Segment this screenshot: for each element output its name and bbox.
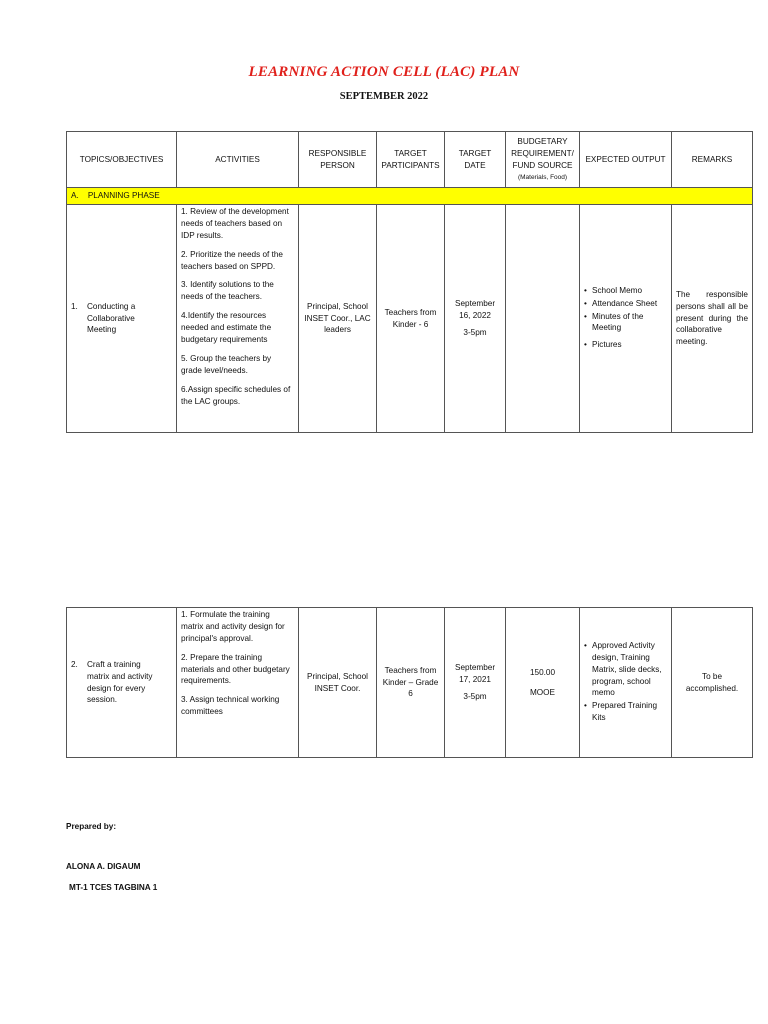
phase-row	[67, 188, 753, 205]
header-remarks: REMARKS	[672, 132, 753, 188]
table-row	[67, 205, 753, 433]
remarks-cell: The responsible persons shall all be present during the collaborative meeting.	[672, 205, 753, 433]
participants-cell: Teachers from Kinder – Grade 6	[377, 608, 445, 758]
header-budget-line2: REQUIREMENT/	[511, 149, 574, 159]
header-date	[445, 132, 506, 188]
output-cell	[580, 608, 672, 758]
participants-cell: Teachers from Kinder - 6	[377, 205, 445, 433]
header-responsible-line1: RESPONSIBLE	[308, 148, 367, 158]
budget-cell	[506, 608, 580, 758]
date-cell	[445, 205, 506, 433]
activity-item: 6.Assign specific schedules of the LAC groups.	[181, 384, 291, 406]
lac-plan-table-continued	[66, 607, 753, 758]
activity-item: 1. Formulate the training matrix and activity design for principal's approval.	[181, 610, 285, 643]
activities-cell	[177, 608, 299, 758]
header-date-line1: TARGET	[458, 148, 492, 158]
responsible-cell: Principal, School INSET Coor.	[299, 608, 377, 758]
prepared-by-label: Prepared by:	[66, 822, 117, 831]
preparer-name: ALONA A. DIGAUM	[66, 862, 141, 871]
topic-cell	[67, 608, 177, 758]
document-subtitle: SEPTEMBER 2022	[339, 91, 429, 102]
document-title: LEARNING ACTION CELL (LAC) PLAN	[248, 64, 520, 80]
activity-item: 1. Review of the development needs of teachers based on IDP results.	[181, 207, 289, 240]
time-text: 3-5pm	[463, 328, 487, 338]
topic-number: 1.	[71, 301, 78, 311]
output-cell	[580, 205, 672, 433]
header-date-line2: DATE	[464, 160, 486, 170]
header-participants-line1: TARGET	[394, 148, 427, 158]
activities-cell	[177, 205, 299, 433]
topic-cell	[67, 205, 177, 433]
date-text: September 16, 2022	[455, 298, 496, 320]
header-budget-note: (Materials, Food)	[517, 174, 568, 182]
time-text: 3-5pm	[463, 692, 487, 702]
header-responsible	[299, 132, 377, 188]
activity-item: 2. Prioritize the needs of the teachers based on SPPD.	[181, 249, 283, 271]
activity-item: 3. Assign technical working committees	[181, 695, 280, 717]
budget-cell	[506, 205, 580, 433]
output-item: • Prepared Training Kits	[584, 700, 667, 724]
topic-number: 2.	[71, 659, 78, 669]
date-text: September 17, 2021	[455, 662, 496, 684]
table-header-row	[67, 132, 753, 188]
remarks-cell: To be accomplished.	[672, 608, 753, 758]
header-topics: TOPICS/OBJECTIVES	[67, 132, 177, 188]
activity-item: 2. Prepare the training materials and other budgetary requirements.	[181, 652, 290, 686]
header-activities: ACTIVITIES	[177, 132, 299, 188]
activity-item: 4.Identify the resources needed and estimate the budgetary requirements	[181, 311, 272, 345]
budget-amount: 150.00	[529, 667, 556, 677]
output-item: • Attendance Sheet	[584, 298, 667, 310]
lac-plan-table	[66, 131, 753, 433]
header-participants-line2: PARTICIPANTS	[381, 160, 440, 170]
date-cell	[445, 608, 506, 758]
budget-source: MOOE	[529, 687, 556, 697]
responsible-cell: Principal, School INSET Coor., LAC leaders	[299, 205, 377, 433]
header-budget-line3: FUND SOURCE	[512, 161, 573, 171]
topic-text: Craft a training matrix and activity design for every session.	[87, 659, 153, 705]
header-budget	[506, 132, 580, 188]
header-budget-line1: BUDGETARY	[517, 137, 568, 147]
table-row	[67, 608, 753, 758]
topic-text: Conducting a Collaborative Meeting	[87, 301, 136, 335]
activity-item: 3. Identify solutions to the needs of the teachers.	[181, 280, 274, 302]
output-item: • Pictures	[584, 339, 667, 351]
output-item: • Approved Activity design, Training Matrix, slide decks, program, school memo	[584, 640, 667, 699]
output-item: • School Memo	[584, 285, 667, 297]
header-responsible-line2: PERSON	[320, 160, 355, 170]
output-item: • Minutes of the Meeting	[584, 311, 667, 335]
preparer-position: MT-1 TCES TAGBINA 1	[69, 883, 158, 892]
phase-label: A. PLANNING PHASE	[67, 188, 753, 205]
activity-item: 5. Group the teachers by grade level/needs.	[181, 353, 272, 375]
header-participants	[377, 132, 445, 188]
header-output: EXPECTED OUTPUT	[580, 132, 672, 188]
